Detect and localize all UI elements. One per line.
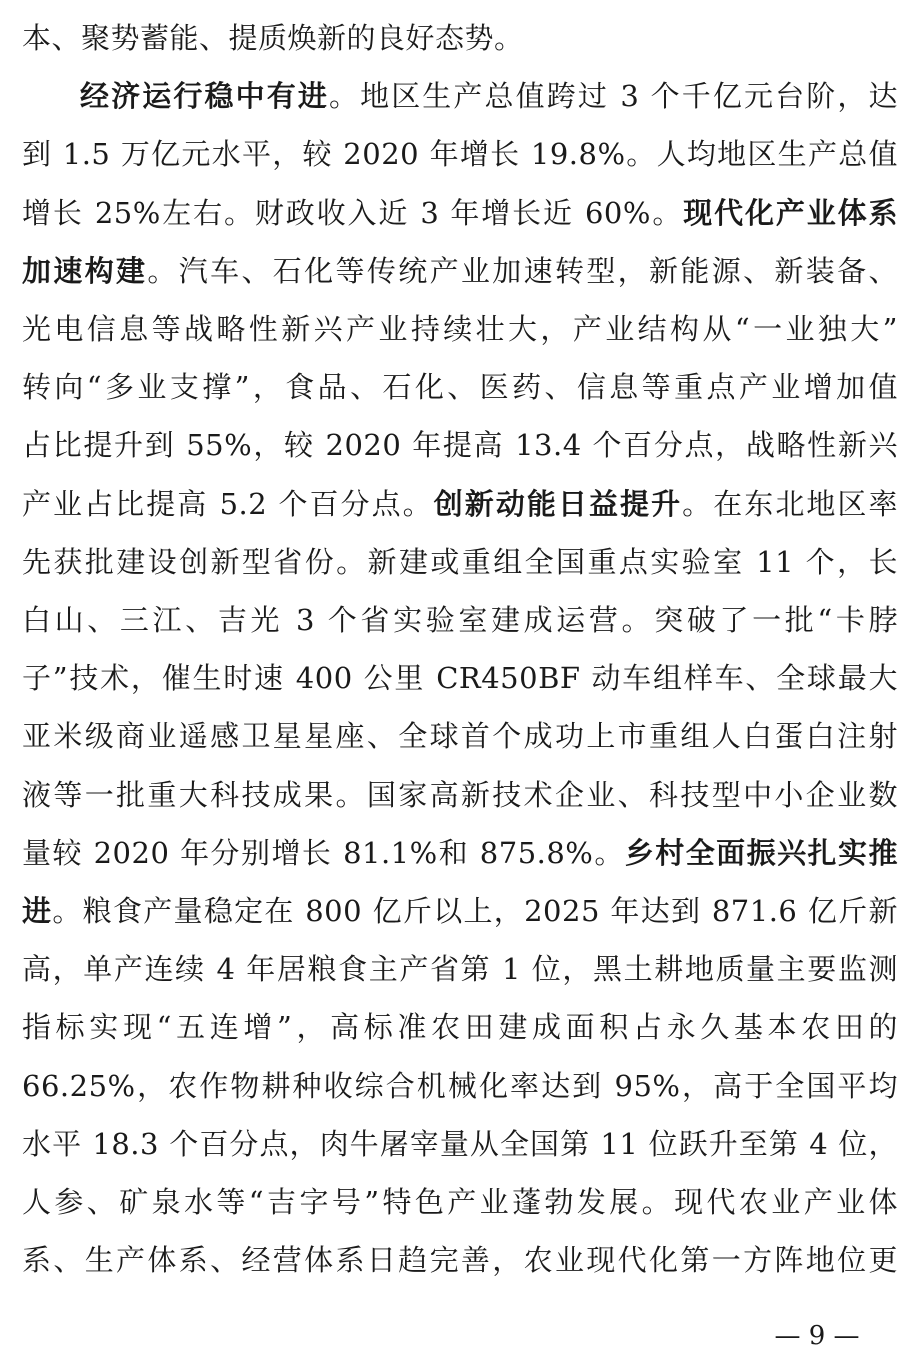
text-line <box>22 825 898 881</box>
text-run: 指标实现“五连增”，高标准农田建成面积占永久基本农田的 <box>22 1010 898 1045</box>
text-line <box>22 1116 898 1172</box>
emphasis-heading: 进 <box>22 894 53 928</box>
text-line <box>22 534 898 590</box>
text-run: 量较 2020 年分别增长 81.1%和 875.8%。 <box>22 835 625 870</box>
emphasis-heading: 创新动能日益提升 <box>433 486 683 521</box>
text-run: 子”技术，催生时速 400 公里 CR450BF 动车组样车、全球最大 <box>22 661 898 696</box>
text-line <box>22 999 898 1055</box>
text-run: 增长 25%左右。财政收入近 3 年增长近 60%。 <box>22 195 684 230</box>
text-line <box>22 10 898 66</box>
text-line <box>22 708 898 764</box>
text-line <box>22 185 898 241</box>
text-run: 人参、矿泉水等“吉字号”特色产业蓬勃发展。现代农业产业体 <box>22 1185 898 1219</box>
text-run: 液等一批重大科技成果。国家高新技术企业、科技型中小企业数 <box>22 777 898 812</box>
text-line <box>22 592 898 648</box>
text-run: 先获批建设创新型省份。新建或重组全国重点实验室 11 个，长 <box>22 544 898 579</box>
text-run: 。汽车、石化等传统产业加速转型，新能源、新装备、 <box>147 253 898 288</box>
text-line <box>22 767 898 823</box>
text-run: 到 1.5 万亿元水平，较 2020 年增长 19.8%。人均地区生产总值 <box>22 137 898 172</box>
text-line <box>22 243 898 299</box>
emphasis-heading: 加速构建 <box>22 253 148 288</box>
text-line <box>22 417 898 473</box>
emphasis-heading: 经济运行稳中有进 <box>80 79 329 114</box>
text-run: 占比提升到 55%，较 2020 年提高 13.4 个百分点，战略性新兴 <box>22 428 898 463</box>
text-run: 66.25%，农作物耕种收综合机械化率达到 95%，高于全国平均 <box>22 1068 898 1103</box>
text-line <box>22 883 898 939</box>
text-run: 高，单产连续 4 年居粮食主产省第 1 位，黑土耕地质量主要监测 <box>22 952 898 987</box>
text-line <box>80 68 898 124</box>
text-run: 产业占比提高 5.2 个百分点。 <box>22 486 434 521</box>
text-line <box>22 301 898 357</box>
text-line <box>22 1174 898 1230</box>
text-run: 白山、三江、吉光 3 个省实验室建成运营。突破了一批“卡脖 <box>22 603 898 637</box>
text-run: 。粮食产量稳定在 800 亿斤以上，2025 年达到 871.6 亿斤新 <box>52 894 898 928</box>
text-line <box>22 359 898 415</box>
text-line <box>22 1232 898 1288</box>
text-line <box>22 941 898 997</box>
emphasis-heading: 现代化产业体系 <box>683 195 898 230</box>
text-run: 光电信息等战略性新兴产业持续壮大，产业结构从“一业独大” <box>22 312 898 346</box>
text-run: 亚米级商业遥感卫星星座、全球首个成功上市重组人白蛋白注射 <box>22 719 898 754</box>
text-run: 。在东北地区率 <box>682 486 898 521</box>
emphasis-heading: 乡村全面振兴扎实推 <box>624 835 898 870</box>
text-run: 水平 18.3 个百分点，肉牛屠宰量从全国第 11 位跃升至第 4 位， <box>22 1126 898 1161</box>
text-line <box>22 650 898 706</box>
text-line <box>22 476 898 532</box>
text-run: 转向“多业支撑”，食品、石化、医药、信息等重点产业增加值 <box>22 370 898 405</box>
page-number: — 9 — <box>774 1321 860 1351</box>
text-run: 。地区生产总值跨过 3 个千亿元台阶，达 <box>328 79 898 114</box>
text-run: 系、生产体系、经营体系日趋完善，农业现代化第一方阵地位更 <box>22 1243 898 1278</box>
text-line <box>22 126 898 182</box>
text-line <box>22 1058 898 1114</box>
text-run: 本、聚势蓄能、提质焕新的良好态势。 <box>22 21 524 55</box>
